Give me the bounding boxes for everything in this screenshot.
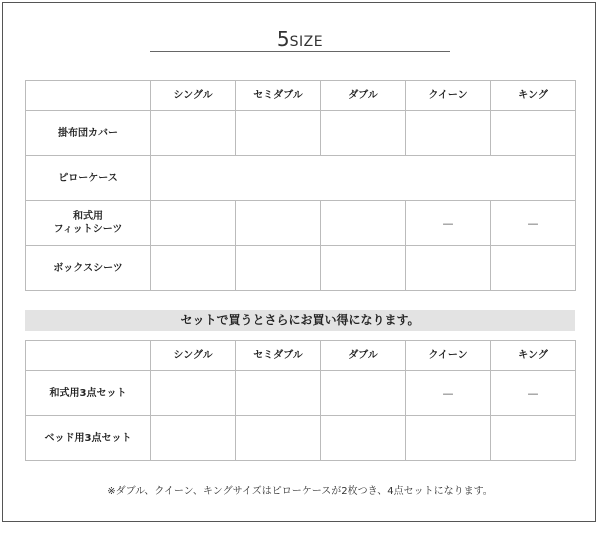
title-word: SIZE [289, 34, 324, 50]
header-king: キング [491, 81, 576, 111]
table-row [26, 416, 576, 461]
cell [151, 201, 236, 246]
cell [491, 416, 576, 461]
row-label: ピローケース [26, 156, 151, 201]
row-label-line2: フィットシーツ [53, 224, 123, 235]
cell [321, 111, 406, 156]
row-label-line1: 和式用 [73, 211, 103, 222]
cell [321, 371, 406, 416]
cell [151, 111, 236, 156]
cell [151, 416, 236, 461]
cell [236, 371, 321, 416]
table-row [26, 246, 576, 291]
header-row [26, 341, 576, 371]
row-label: ベッド用3点セット [26, 416, 151, 461]
row-label: 掛布団カバー [26, 111, 151, 156]
unavailable-cell: — [491, 201, 576, 246]
size-table [25, 80, 576, 291]
unavailable-cell: — [491, 371, 576, 416]
unavailable-cell: — [406, 201, 491, 246]
row-label [26, 201, 151, 246]
unavailable-cell: — [406, 371, 491, 416]
cell [236, 201, 321, 246]
header-semi-double: セミダブル [236, 81, 321, 111]
title-number: 5 [276, 27, 290, 51]
cell [236, 246, 321, 291]
cell [321, 246, 406, 291]
row-label: ボックスシーツ [26, 246, 151, 291]
header-queen: クイーン [406, 81, 491, 111]
merged-cell [151, 156, 576, 201]
header-corner [26, 81, 151, 111]
header-corner [26, 341, 151, 371]
header-double: ダブル [321, 341, 406, 371]
cell [491, 111, 576, 156]
header-king: キング [491, 341, 576, 371]
cell [151, 371, 236, 416]
table-row [26, 201, 576, 246]
title-underline [150, 51, 450, 52]
set-table [25, 340, 576, 461]
table-row [26, 156, 576, 201]
cell [491, 246, 576, 291]
header-single: シングル [151, 341, 236, 371]
header-double: ダブル [321, 81, 406, 111]
footnote: ※ダブル、クイーン、キングサイズはピローケースが2枚つき、4点セットになります。 [107, 486, 493, 497]
cell [236, 111, 321, 156]
cell [406, 416, 491, 461]
header-semi-double: セミダブル [236, 341, 321, 371]
cell [406, 246, 491, 291]
header-single: シングル [151, 81, 236, 111]
cell [151, 246, 236, 291]
header-row [26, 81, 576, 111]
cell [406, 111, 491, 156]
set-banner: セットで買うとさらにお買い得になります。 [25, 310, 575, 331]
row-label: 和式用3点セット [26, 371, 151, 416]
table-row [26, 371, 576, 416]
header-queen: クイーン [406, 341, 491, 371]
table-row [26, 111, 576, 156]
cell [321, 201, 406, 246]
cell [236, 416, 321, 461]
page-title [0, 27, 600, 51]
cell [321, 416, 406, 461]
